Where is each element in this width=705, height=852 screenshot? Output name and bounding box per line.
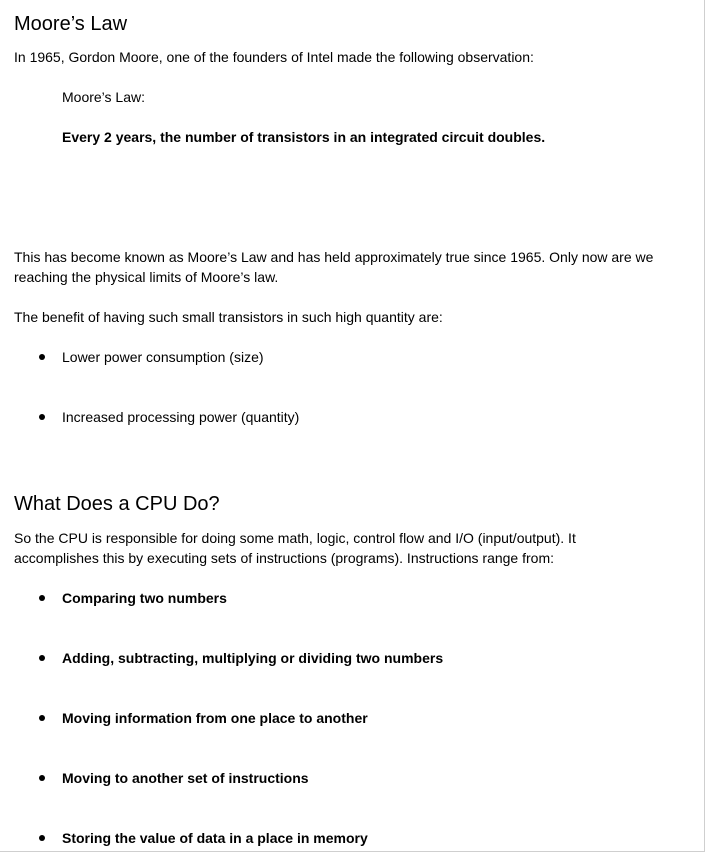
benefit-item: Increased processing power (quantity) — [62, 409, 300, 425]
instruction-item: Storing the value of data in a place in memory — [62, 830, 368, 846]
intro-paragraph: In 1965, Gordon Moore, one of the founders of Intel made the following observation: — [14, 49, 534, 65]
instruction-item: Moving to another set of instructions — [62, 770, 309, 786]
bullet-dot — [39, 835, 45, 841]
bullet-dot — [39, 655, 45, 661]
heading-moores-law: Moore’s Law — [14, 13, 128, 35]
bullet-dot — [39, 595, 45, 601]
cpu-paragraph-line1: So the CPU is responsible for doing some math, logic, control flow and I/O (input/output). It — [14, 530, 576, 546]
bullet-dot — [39, 414, 45, 420]
heading-what-does-cpu-do: What Does a CPU Do? — [14, 493, 220, 515]
benefit-intro: The benefit of having such small transistors in such high quantity are: — [14, 309, 443, 325]
cpu-paragraph-line2: accomplishes this by executing sets of instructions (programs). Instructions range from: — [14, 550, 554, 566]
bullet-dot — [39, 775, 45, 781]
history-paragraph-line2: reaching the physical limits of Moore’s law. — [14, 269, 279, 285]
benefit-item: Lower power consumption (size) — [62, 349, 264, 365]
bullet-dot — [39, 715, 45, 721]
instruction-item: Moving information from one place to another — [62, 710, 368, 726]
bullet-dot — [39, 354, 45, 360]
quote-label: Moore’s Law: — [62, 89, 146, 105]
instruction-item: Adding, subtracting, multiplying or dividing two numbers — [62, 650, 444, 666]
quote-text: Every 2 years, the number of transistors in an integrated circuit doubles. — [62, 129, 546, 145]
instruction-item: Comparing two numbers — [62, 590, 227, 606]
history-paragraph-line1: This has become known as Moore’s Law and has held approximately true since 1965. Only now are we — [14, 249, 654, 265]
